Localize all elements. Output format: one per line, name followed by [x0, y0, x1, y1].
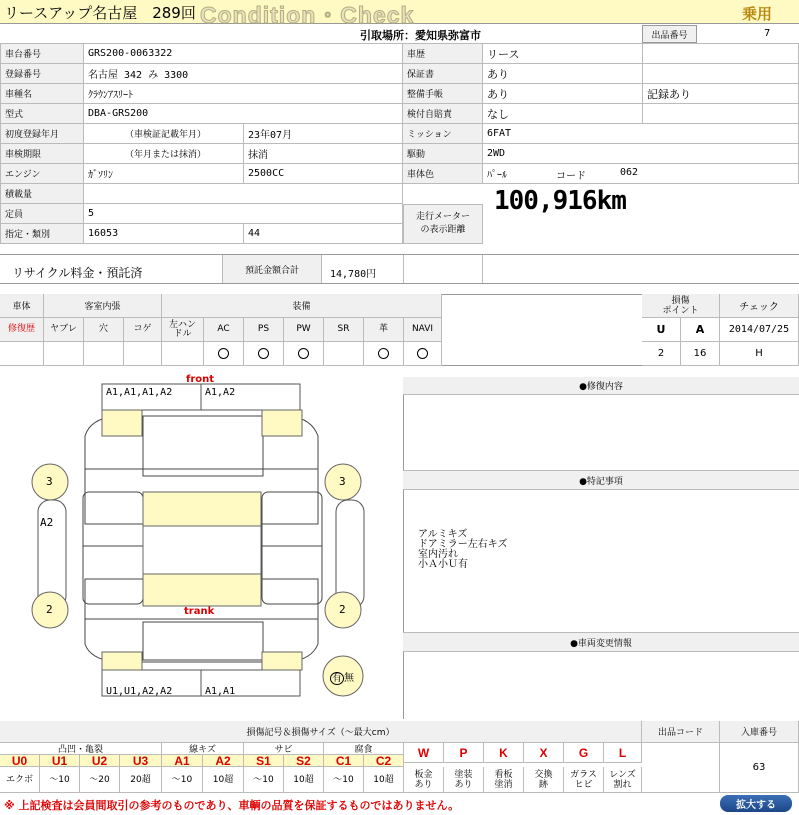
legend-code: A1: [162, 755, 203, 767]
legend-code: S1: [244, 755, 284, 767]
legend-size: 10超: [284, 767, 324, 793]
windshield: [143, 492, 261, 526]
lot-code-value: [642, 743, 720, 793]
left-label: 初度登録年月: [0, 124, 84, 144]
right-value: なし: [483, 104, 643, 124]
left-value: 16053: [84, 224, 244, 244]
legend-size: レンズ 割れ: [604, 767, 642, 793]
legend-size: ～20: [80, 767, 120, 793]
legend-group: 腐食: [324, 743, 404, 755]
left-label: 登録番号: [0, 64, 84, 84]
legend-size: 看板 塗消: [484, 767, 524, 793]
left-value2: 44: [244, 224, 403, 244]
lot-label: 出品番号: [642, 25, 697, 43]
rear-right-fender: [262, 652, 302, 670]
left-value: [84, 184, 403, 204]
right-label: 検付自賠責: [403, 104, 483, 124]
right-label: 車歴: [403, 44, 483, 64]
left-label: 車種名: [0, 84, 84, 104]
entry-number: 63: [720, 743, 799, 793]
equip-col: AC: [204, 318, 244, 342]
legend-code: A2: [203, 755, 244, 767]
left-label: 指定・類別: [0, 224, 84, 244]
tyre-rr-value: 2: [339, 603, 346, 616]
legend-code: X: [524, 743, 564, 763]
h-points: 損傷 ポイント: [642, 294, 720, 318]
right-value: リース: [483, 44, 643, 64]
h-cabin: 客室内張: [44, 294, 162, 318]
a-value: 16: [681, 342, 720, 366]
equip-mark: [204, 342, 244, 366]
legend-code: U3: [120, 755, 162, 767]
a-label: A: [681, 318, 720, 342]
right-value: あり: [483, 84, 643, 104]
left-value2: 2500CC: [244, 164, 403, 184]
front-left-fender: [102, 410, 142, 436]
auction-name: リースアップ名古屋 289回: [4, 4, 196, 22]
equip-mark: [0, 342, 44, 366]
left-value2: 抹消: [244, 144, 403, 164]
legend-code: C2: [364, 755, 404, 767]
front-bumper-left-codes: A1,A1,A1,A2: [106, 387, 173, 398]
legend-size: 塗装 あり: [444, 767, 484, 793]
entry-label: 入庫番号: [720, 721, 799, 743]
color-code: 062: [620, 167, 639, 178]
equip-check-mark: [218, 348, 229, 359]
left-value: ｶﾞｿﾘﾝ: [84, 164, 244, 184]
equip-check-mark: [298, 348, 309, 359]
left-value: ｸﾗｳﾝｱｽﾘｰﾄ: [84, 84, 403, 104]
left-label: 定員: [0, 204, 84, 224]
recycle-divider: [403, 255, 483, 283]
spare-ari: 有: [332, 673, 342, 684]
legend-size: ～10: [244, 767, 284, 793]
right-label: 整備手帳: [403, 84, 483, 104]
equip-col: ヤブレ: [44, 318, 84, 342]
recycle-amount-label: 預託金額合計: [222, 255, 322, 283]
legend-size: ～10: [324, 767, 364, 793]
right-empty: [643, 44, 799, 64]
right-label: 保証書: [403, 64, 483, 84]
rear-bumper-right-codes: A1,A1: [205, 686, 236, 697]
right-label: 駆動: [403, 144, 483, 164]
equip-col: PW: [284, 318, 324, 342]
left-label: 型式: [0, 104, 84, 124]
equip-mark: [84, 342, 124, 366]
left-value: 名古屋 342 み 3300: [84, 64, 403, 84]
legend-size: エクボ: [0, 767, 40, 793]
legend-title: 損傷記号＆損傷サイズ（～最大cm）: [0, 721, 642, 743]
equip-mark: [162, 342, 204, 366]
left-side-codes: A2: [40, 516, 54, 529]
legend-size: 板金 あり: [404, 767, 444, 793]
legend-code: L: [604, 743, 642, 763]
car-outline-svg: [0, 374, 400, 719]
left-label: 積載量: [0, 184, 84, 204]
legend-size: ～10: [40, 767, 80, 793]
h-body: 車体: [0, 294, 44, 318]
roof: [143, 526, 261, 574]
right-value: 6FAT: [483, 124, 799, 144]
equip-mark: [364, 342, 404, 366]
spare-nashi: 無: [344, 673, 354, 684]
odometer-label: 走行メーター の表示距離: [403, 204, 483, 244]
left-value: 5: [84, 204, 403, 224]
category-label: 乗用: [742, 5, 773, 23]
front-right-fender: [262, 410, 302, 436]
legend-code: U0: [0, 755, 40, 767]
right-doors: [262, 492, 322, 604]
left-value: GRS200-0063322: [84, 44, 403, 64]
equip-col: 左ハン ドル: [162, 318, 204, 342]
equip-col: PS: [244, 318, 284, 342]
note-line: アルミキズ: [418, 529, 468, 540]
legend-code: G: [564, 743, 604, 763]
equip-col: NAVI: [404, 318, 442, 342]
equip-mark: [124, 342, 162, 366]
legend-code: S2: [284, 755, 324, 767]
legend-code: W: [404, 743, 444, 763]
legend-group: サビ: [244, 743, 324, 755]
u-label: U: [642, 318, 681, 342]
trunk-label: trank: [184, 606, 215, 617]
left-label: エンジン: [0, 164, 84, 184]
equip-mark: [404, 342, 442, 366]
right-empty: [643, 64, 799, 84]
check-date: 2014/07/25: [720, 318, 799, 342]
trunk-lid: [143, 622, 263, 660]
rear-window: [143, 574, 261, 606]
right-value2: 記録あり: [643, 84, 799, 104]
equip-mark: [284, 342, 324, 366]
legend-size: ガラス ヒビ: [564, 767, 604, 793]
rear-left-fender: [102, 652, 142, 670]
equip-col: SR: [324, 318, 364, 342]
legend-code: P: [444, 743, 484, 763]
spare-tyre-label: [330, 669, 354, 684]
right-label: ミッション: [403, 124, 483, 144]
lot-number: 7: [764, 28, 771, 39]
expand-button[interactable]: 拡大する: [720, 795, 792, 812]
pickup-place: 引取場所：愛知県弥富市: [360, 29, 481, 42]
equip-col: コゲ: [124, 318, 162, 342]
note-line: 小Ａ小Ｕ有: [418, 559, 468, 570]
right-value: ﾊﾟｰﾙ: [483, 164, 799, 184]
right-value: 2WD: [483, 144, 799, 164]
h-equip: 装備: [162, 294, 442, 318]
legend-size: 10超: [364, 767, 404, 793]
equip-check-mark: [258, 348, 269, 359]
legend-code: U2: [80, 755, 120, 767]
lot-code-label: 出品コード: [642, 721, 720, 743]
equip-col: 修復歴: [0, 318, 44, 342]
legend-group: 線キズ: [162, 743, 244, 755]
legend-size: 10超: [203, 767, 244, 793]
left-value: （年月または抹消）: [84, 144, 244, 164]
h-check: チェック: [720, 294, 799, 318]
left-label: 車検期限: [0, 144, 84, 164]
equip-col: 革: [364, 318, 404, 342]
front-bumper-right-codes: A1,A2: [205, 387, 236, 398]
hood: [143, 416, 263, 476]
note-line: ドアミラー左右キズ: [418, 539, 508, 550]
legend-size: 交換 跡: [524, 767, 564, 793]
legend-code: K: [484, 743, 524, 763]
left-label: 車台番号: [0, 44, 84, 64]
left-doors: [83, 492, 143, 604]
special-title: ●特記事項: [403, 470, 799, 490]
legend-code: U1: [40, 755, 80, 767]
right-empty: [643, 104, 799, 124]
rear-bumper-left-codes: U1,U1,A2,A2: [106, 686, 173, 697]
equip-mark: [44, 342, 84, 366]
front-label: front: [186, 374, 215, 385]
left-value: DBA-GRS200: [84, 104, 403, 124]
equip-check-mark: [417, 348, 428, 359]
tyre-rl-value: 2: [46, 603, 53, 616]
u-value: 2: [642, 342, 681, 366]
color-code-label: コード: [556, 171, 586, 182]
disclaimer: ※ 上記検査は会員間取引の参考のものであり、車輌の品質を保証するものではありません。: [4, 799, 460, 812]
equip-check-mark: [378, 348, 389, 359]
change-title: ●車両変更情報: [403, 632, 799, 652]
equip-mark: [244, 342, 284, 366]
left-value: （車検証記載年月）: [84, 124, 244, 144]
recycle-label: リサイクル料金・預託済: [12, 266, 143, 280]
equip-col: 穴: [84, 318, 124, 342]
legend-size: 20超: [120, 767, 162, 793]
car-diagram: [0, 374, 400, 719]
tyre-fl-value: 3: [46, 475, 53, 488]
note-line: 室内汚れ: [418, 549, 458, 560]
equip-mark: [324, 342, 364, 366]
legend-size: ～10: [162, 767, 203, 793]
special-notes: [418, 530, 508, 570]
check-value: H: [720, 342, 799, 366]
round-number: 289回: [152, 4, 196, 22]
tyre-fr-value: 3: [339, 475, 346, 488]
left-value2: 23年07月: [244, 124, 403, 144]
right-value: あり: [483, 64, 643, 84]
title-logo: Condition・Check: [200, 2, 415, 28]
legend-code: C1: [324, 755, 364, 767]
legend-group: 凸凹・亀裂: [0, 743, 162, 755]
odometer-value: 100,916km: [494, 186, 626, 216]
recycle-amount: 14,780円: [330, 269, 377, 280]
right-label: 車体色: [403, 164, 483, 184]
repair-title: ●修復内容: [403, 377, 799, 395]
